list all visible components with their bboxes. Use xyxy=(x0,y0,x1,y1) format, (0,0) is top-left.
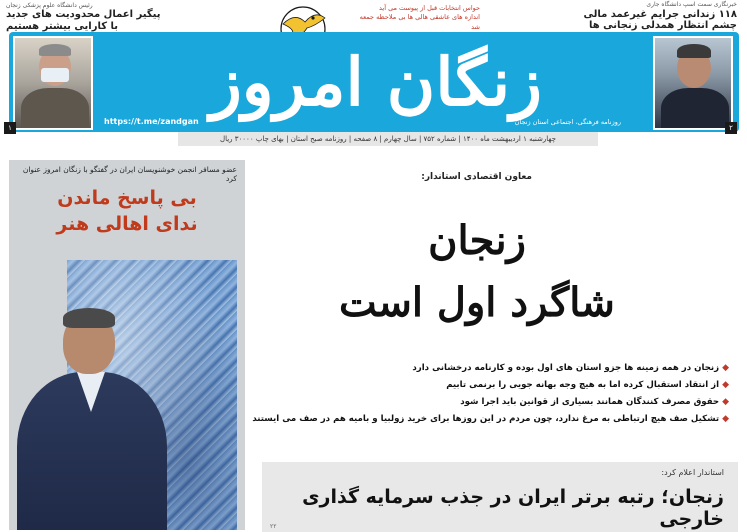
masthead-tagline: حواس انتخابات قبل از پیوست می آید اندازه های عاشقی هالی ها بی ملاحظه جمعه شد xyxy=(359,4,480,31)
list-item: ◆از انتقاد استقبال کرده اما به هیچ وجه بهانه جویی را برنمی تابیم xyxy=(446,380,729,390)
list-item: ◆تشکیل صف هیچ ارتباطی به مرغ ندارد، چون مردم در این روزها برای خرید زولبیا و بامیه هم در صف می ایستند xyxy=(252,414,729,424)
teaser-title-line2: با کارایی بیشتر هستیم xyxy=(6,21,119,33)
teaser-kicker: رئیس دانشگاه علوم پزشکی زنجان xyxy=(6,2,93,9)
secondary-headline: زنجان؛ رتبه برتر ایران در جذب سرمایه گذاری خارجی xyxy=(302,486,724,530)
photo-official-right xyxy=(653,36,733,130)
list-item: ◆حقوق مصرف کنندگان همانند بسیاری از قوانین باید اجرا شود xyxy=(460,397,729,407)
bullet-dot-icon: ◆ xyxy=(722,397,729,407)
secondary-kicker: استاندار اعلام کرد: xyxy=(661,468,724,477)
newspaper-subtitle: روزنامه فرهنگی، اجتماعی استان زنجان xyxy=(514,118,621,126)
bullet-dot-icon: ◆ xyxy=(722,414,729,424)
list-item: ◆زنجان در همه زمینه ها جزو استان های اول بوده و کارنامه درخشانی دارد xyxy=(412,363,729,373)
feature-story[interactable] xyxy=(9,160,245,530)
photo-official-left xyxy=(13,36,93,130)
teaser-title-line1: ۱۱۸ زندانی جرایم غیرعمد مالی xyxy=(583,8,737,20)
secondary-story[interactable] xyxy=(262,462,738,532)
feature-kicker: عضو مسافر انجمن خوشنویسان ایران در گفتگو با زنگان امروز عنوان کرد xyxy=(22,165,237,183)
teaser-title-line2: چشم انتظار همدلی زنجانی ها xyxy=(589,20,737,32)
lead-kicker: معاون اقتصادی استاندار: xyxy=(421,172,532,182)
telegram-link[interactable]: https://t.me/zandgan xyxy=(104,117,199,126)
lead-headline[interactable]: زنجان شاگرد اول است xyxy=(339,217,615,326)
lead-bullet-list xyxy=(252,360,729,428)
teaser-title-line1: پیگیر اعمال محدودیت های جدید xyxy=(6,9,161,21)
page-marker: ۲۲ xyxy=(270,523,277,530)
page-badge: ۲ xyxy=(725,122,737,134)
feature-title: بی پاسخ ماندن ندای اهالی هنر xyxy=(56,187,198,235)
top-left-teaser xyxy=(6,2,236,33)
teaser-kicker: خبرنگاری سمت اسپ دانشگاه جاری xyxy=(646,1,737,8)
bullet-dot-icon: ◆ xyxy=(722,363,729,373)
page-badge: ۱ xyxy=(4,122,16,134)
bullet-dot-icon: ◆ xyxy=(722,380,729,390)
date-issue-bar: چهارشنبه ۱ اردیبهشت ماه ۱۴۰۰ | شماره ۷۵۲ | سال چهارم | ۸ صفحه | روزنامه صبح استان | بهای چاپ ۳۰۰۰۰ ریال xyxy=(178,132,598,146)
top-right-teaser xyxy=(497,2,737,32)
newspaper-title: زنگان امروز xyxy=(209,43,543,121)
